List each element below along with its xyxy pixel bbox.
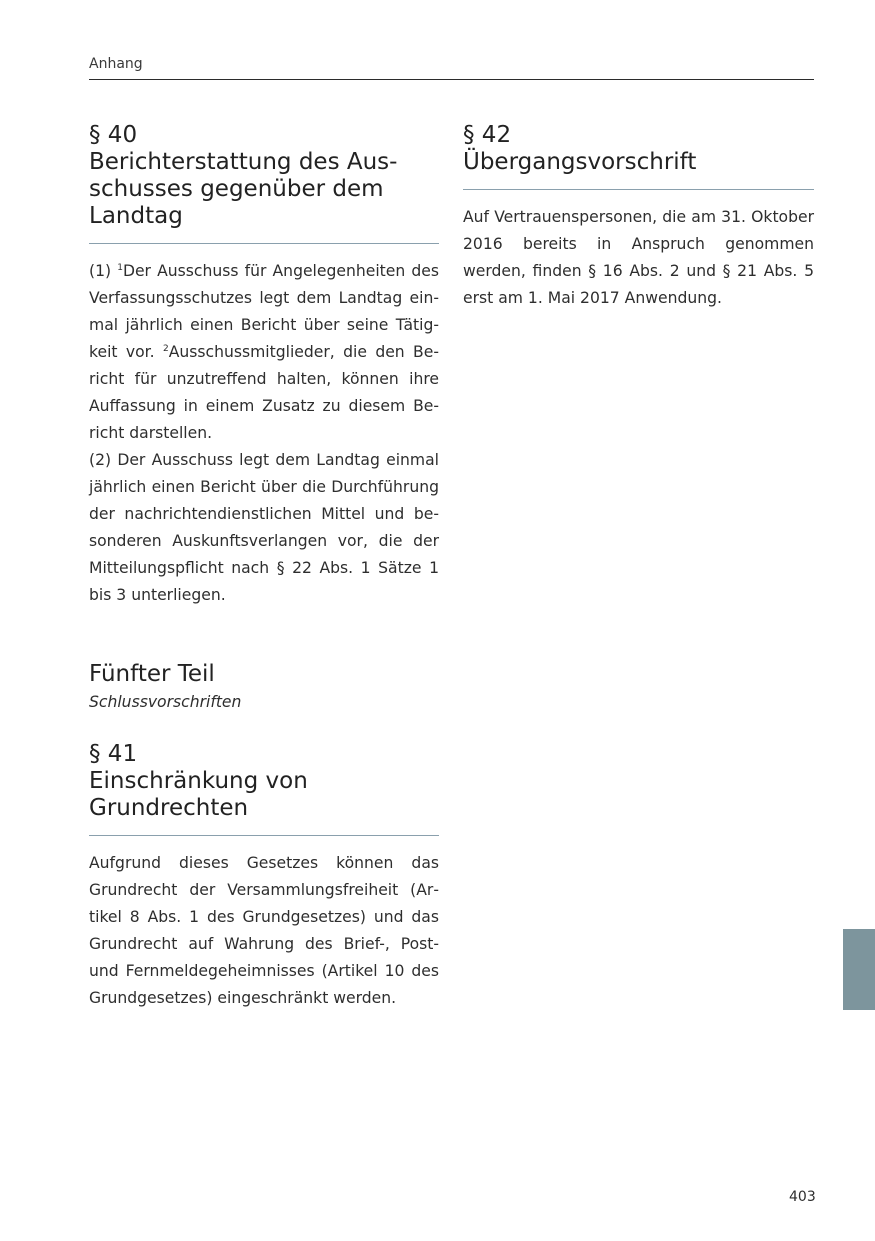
- section-41-paragraph: Aufgrund dieses Gesetzes können das Grundrecht der Versammlungsfreiheit (Artikel 8 Abs. 1 des Grundgesetzes) und das Grundrecht auf Wahrung des Brief-, Post- und Fernmeldegeheimnisses (Artikel 10 des Grundgesetzes) eingeschränkt werden.: [89, 854, 439, 1007]
- right-column: [463, 122, 814, 312]
- paragraph-1-number: (1): [89, 262, 118, 280]
- section-41-body: [89, 850, 439, 1012]
- section-41-heading: [89, 741, 439, 822]
- paragraph-1-sentence-1: Der Ausschuss für Angelegenheiten des Verfassungsschutzes legt dem Landtag einmal jährlich einen Bericht über seine Tätigkeit vor.: [89, 262, 440, 361]
- section-41-rule: [89, 835, 439, 836]
- part-title: Fünfter Teil: [89, 661, 215, 687]
- section-42: [463, 122, 814, 312]
- section-42-rule: [463, 189, 814, 190]
- section-40-paragraph-2: (2) Der Ausschuss legt dem Landtag einmal jährlich einen Bericht über die Durchführung der nachrichtendienstlichen Mittel und besonderen Auskunftsverlangen vor, die der Mitteilungspflicht nach § 22 Abs. 1 Sätze 1 bis 3 unterliegen.: [89, 451, 439, 604]
- paragraph-1-sentence-2: Ausschussmitglieder, die den Bericht für unzutreffend halten, können ihre Auffassung in einem Zusatz zu diesem Bericht darstellen.: [89, 343, 439, 442]
- part-subtitle: Schlussvorschriften: [89, 693, 242, 711]
- section-41-title: Einschränkung von Grundrechten: [89, 768, 308, 821]
- header-rule: [89, 79, 814, 80]
- section-42-number: § 42: [463, 122, 512, 148]
- sentence-2-marker: 2: [162, 344, 169, 354]
- section-40: [89, 122, 439, 609]
- left-column: [89, 122, 439, 1012]
- section-40-body: [89, 258, 439, 609]
- section-41: [89, 741, 439, 1012]
- section-42-paragraph: Auf Vertrauenspersonen, die am 31. Oktober 2016 bereits in Anspruch genommen werden, finden § 16 Abs. 2 und § 21 Abs. 5 erst am 1. Mai 2017 Anwendung.: [463, 208, 814, 307]
- section-40-rule: [89, 243, 439, 244]
- chapter-tab-marker: [843, 929, 875, 1010]
- page-number: 403: [789, 1189, 816, 1205]
- section-40-heading: [89, 122, 439, 230]
- section-40-number: § 40: [89, 122, 138, 148]
- section-40-paragraph-1: [89, 258, 439, 447]
- section-41-number: § 41: [89, 741, 138, 767]
- section-40-title: Berichterstattung des Ausschusses gegenüber dem Landtag: [89, 149, 398, 229]
- sentence-1-marker: 1: [117, 263, 123, 273]
- running-head: Anhang: [89, 56, 143, 72]
- section-42-body: [463, 204, 814, 312]
- part-5-heading: [89, 661, 439, 714]
- section-42-heading: [463, 122, 814, 176]
- section-42-title: Übergangsvorschrift: [463, 149, 697, 175]
